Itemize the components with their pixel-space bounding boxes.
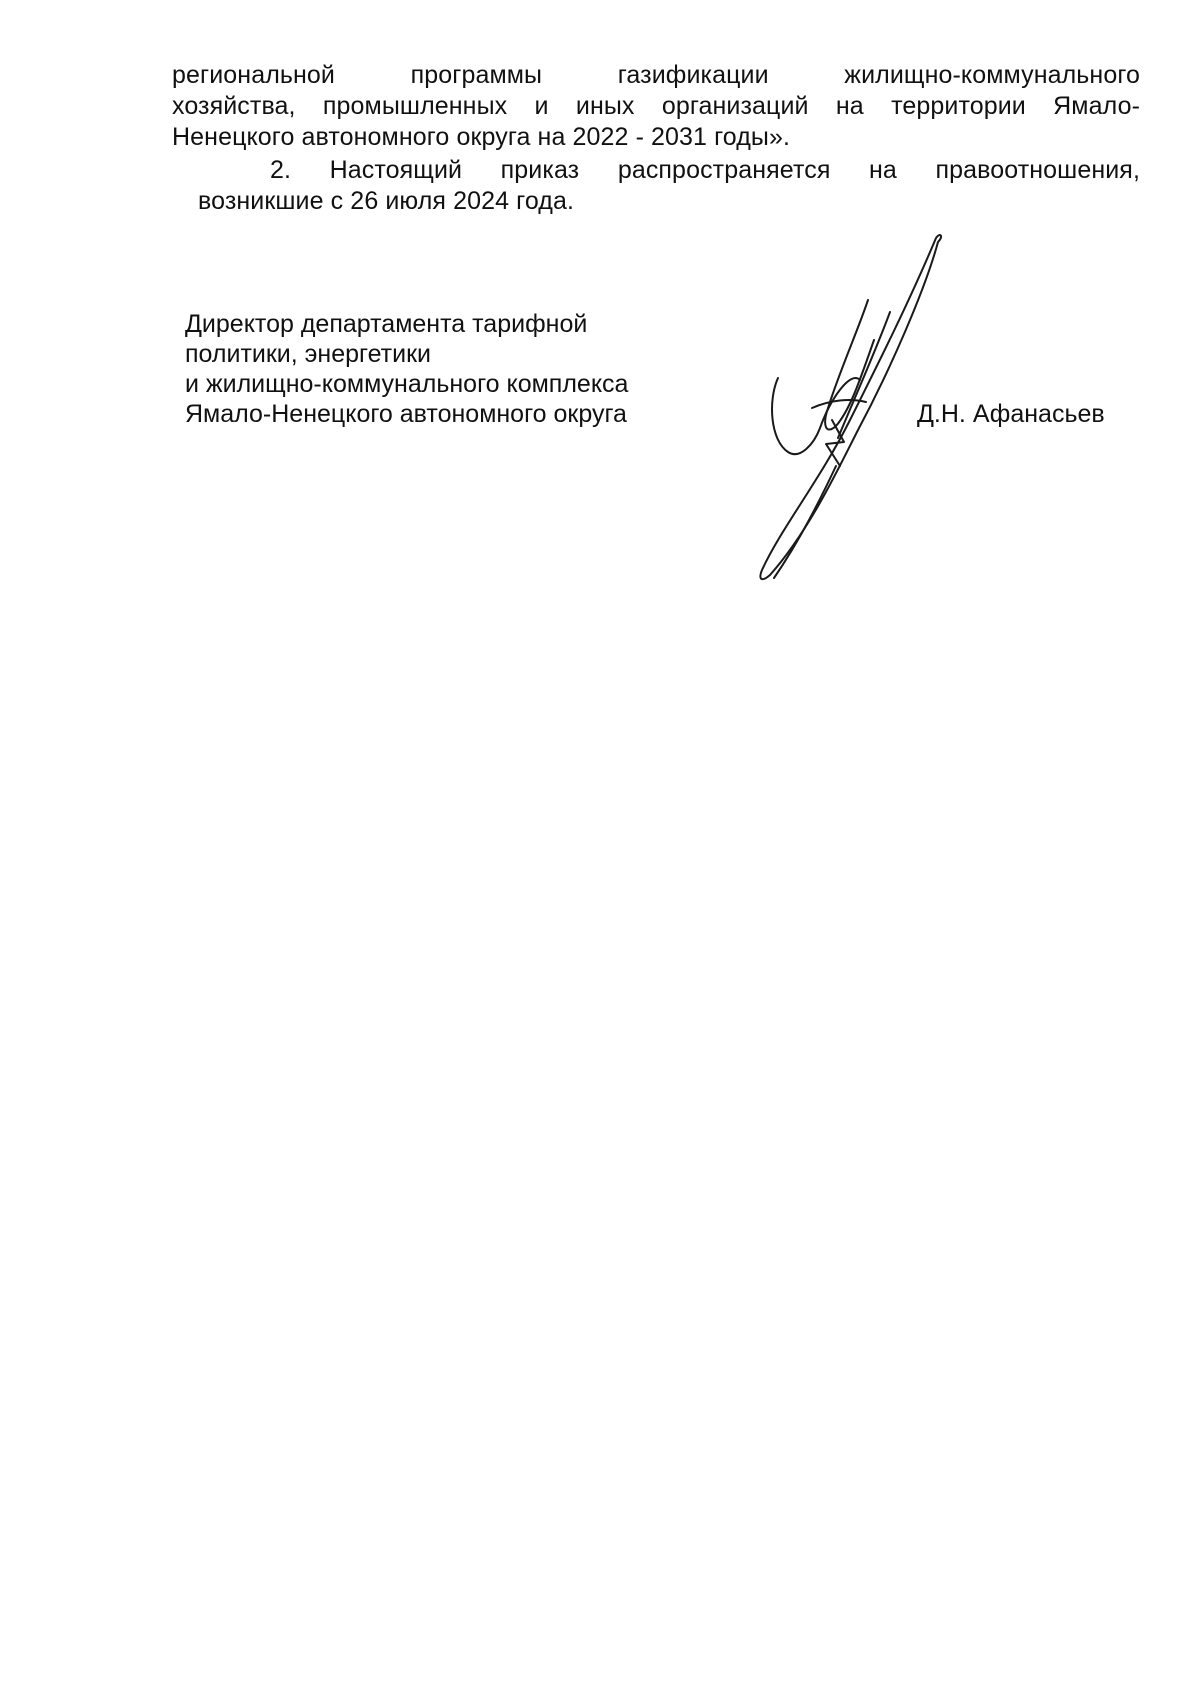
paragraph-1-line-3: Ненецкого автономного округа на 2022 - 2031 годы».: [172, 123, 791, 151]
paragraph-1: [172, 60, 1140, 153]
signatory-title-line-2: политики, энергетики: [185, 340, 431, 368]
paragraph-2-line-2: возникшие с 26 июля 2024 года.: [198, 187, 575, 215]
signatory-title-line-3: и жилищно-коммунального комплекса: [185, 370, 629, 398]
paragraph-2-line-1: 2. Настоящий приказ распространяется на правоотношения,: [270, 156, 1140, 184]
paragraph-2: [198, 155, 1140, 217]
signatory-title: [185, 309, 628, 429]
signatory-name: Д.Н. Афанасьев: [917, 400, 1105, 428]
paragraph-1-line-1: региональной программы газификации жилищно-коммунального: [172, 61, 1140, 89]
paragraph-1-line-2: хозяйства, промышленных и иных организаций на территории Ямало-: [172, 92, 1140, 120]
signatory-title-line-1: Директор департамента тарифной: [185, 310, 588, 338]
signatory-title-line-4: Ямало-Ненецкого автономного округа: [185, 400, 627, 428]
